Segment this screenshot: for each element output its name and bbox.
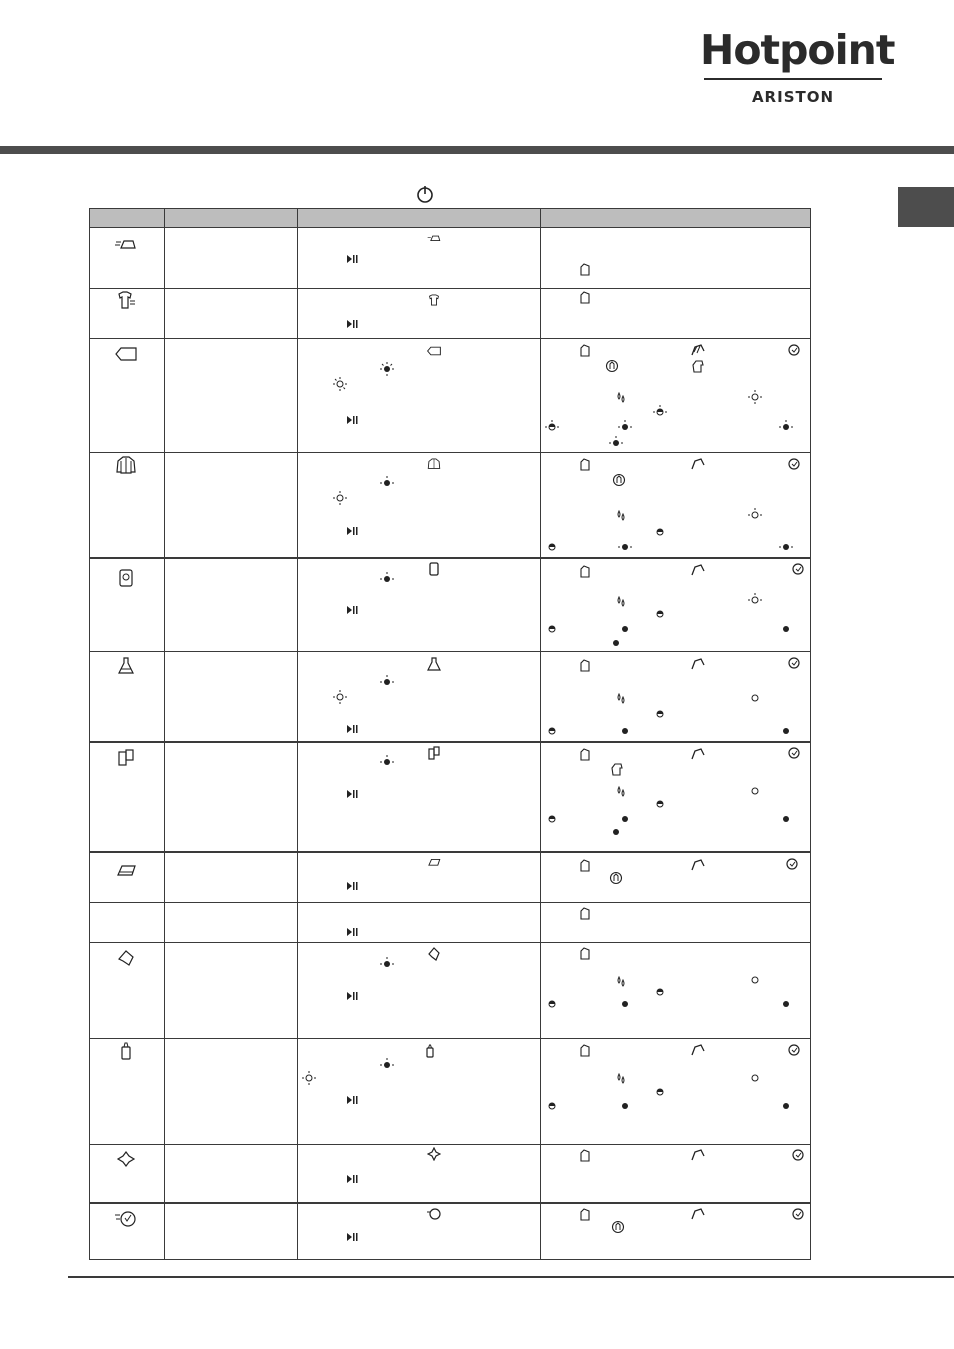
sun-full-icon — [609, 436, 623, 450]
row-divider — [90, 1038, 810, 1039]
cold-bulb-icon — [302, 1071, 316, 1085]
timer-icon — [791, 562, 805, 576]
bag-cylinder-icon — [427, 562, 441, 576]
sun-icon — [748, 784, 762, 798]
anti-crease-icon — [609, 871, 623, 885]
sun-half-icon — [653, 607, 667, 621]
timer-icon — [785, 857, 799, 871]
quick-timer-icon — [427, 1207, 441, 1221]
tumble-sign-icon — [578, 1149, 592, 1163]
baby-bottle-icon — [115, 1042, 137, 1060]
header-band — [0, 146, 954, 154]
sun-half-icon — [545, 420, 559, 434]
sun-full-icon — [380, 476, 394, 490]
tumble-sign-icon — [578, 458, 592, 472]
row-divider — [90, 1202, 810, 1204]
sun-full-icon — [618, 812, 632, 826]
footer-rule — [68, 1276, 954, 1278]
tumble-sign-icon — [578, 659, 592, 673]
start-pause-icon — [345, 925, 359, 939]
sun-half-icon — [545, 540, 559, 554]
anti-crease-icon — [611, 1220, 625, 1234]
cold-bulb-icon — [333, 690, 347, 704]
sun-half-icon — [653, 797, 667, 811]
tumble-sign-icon — [578, 1208, 592, 1222]
dryness-icon — [691, 858, 705, 872]
tumble-sign-icon — [578, 565, 592, 579]
sun-icon — [748, 508, 762, 522]
brand-name: Hotpoint — [700, 26, 895, 74]
table-header — [90, 209, 810, 228]
tumble-sign-icon — [578, 263, 592, 277]
feather-icon — [115, 1150, 137, 1168]
sun-half-icon — [545, 812, 559, 826]
column-divider — [164, 209, 165, 1259]
language-tab — [898, 187, 954, 227]
anti-crease-icon — [605, 359, 619, 373]
drop-icon — [614, 390, 628, 404]
start-pause-icon — [345, 722, 359, 736]
row-divider — [90, 452, 810, 453]
standard-label-icon — [115, 345, 137, 363]
sun-half-icon — [545, 622, 559, 636]
dryness-icon — [691, 747, 705, 761]
sun-icon — [748, 1071, 762, 1085]
row-divider — [90, 651, 810, 652]
anti-crease-icon — [691, 359, 705, 373]
start-pause-icon — [345, 1172, 359, 1186]
sun-half-icon — [653, 405, 667, 419]
cold-bulb-icon — [333, 377, 347, 391]
sun-full-icon — [779, 812, 793, 826]
drop-icon — [614, 508, 628, 522]
wool-icon — [115, 861, 137, 879]
start-pause-icon — [345, 524, 359, 538]
sun-icon — [748, 390, 762, 404]
sun-half-icon — [653, 707, 667, 721]
timer-icon — [791, 1148, 805, 1162]
wool-icon — [427, 855, 441, 869]
standard-label-icon — [427, 344, 441, 358]
anti-crease-icon — [612, 473, 626, 487]
start-pause-icon — [345, 1093, 359, 1107]
tumble-sign-icon — [578, 344, 592, 358]
handkerchief-icon — [115, 949, 137, 967]
sun-icon — [748, 691, 762, 705]
sun-full-icon — [779, 540, 793, 554]
row-divider — [90, 902, 810, 903]
dryness-icon — [691, 1043, 705, 1057]
timer-icon — [787, 656, 801, 670]
shirts-icon — [115, 291, 137, 309]
dryness-icon — [691, 343, 705, 357]
start-pause-icon — [345, 1230, 359, 1244]
timer-icon — [787, 343, 801, 357]
sun-full-icon — [779, 724, 793, 738]
timer-icon — [787, 457, 801, 471]
column-divider — [297, 209, 298, 1259]
sun-icon — [748, 593, 762, 607]
row-divider — [90, 741, 810, 743]
drop-icon — [614, 1071, 628, 1085]
sun-full-icon — [380, 1058, 394, 1072]
column-divider — [540, 209, 541, 1259]
sun-half-icon — [545, 1099, 559, 1113]
cold-bulb-icon — [333, 491, 347, 505]
timer-icon — [787, 1043, 801, 1057]
drop-icon — [614, 691, 628, 705]
sun-full-icon — [609, 636, 623, 650]
row-divider — [90, 851, 810, 853]
feather-icon — [427, 1147, 441, 1161]
sun-half-icon — [545, 724, 559, 738]
sun-full-icon — [618, 997, 632, 1011]
brand-logo — [700, 26, 895, 110]
sun-full-icon — [779, 420, 793, 434]
drop-icon — [614, 594, 628, 608]
tumble-sign-icon — [578, 748, 592, 762]
sun-full-icon — [779, 1099, 793, 1113]
easy-iron-icon — [427, 231, 441, 245]
sun-full-icon — [380, 572, 394, 586]
easy-iron-icon — [115, 235, 137, 253]
sun-full-icon — [779, 622, 793, 636]
start-pause-icon — [345, 317, 359, 331]
dryness-icon — [691, 1207, 705, 1221]
dryness-icon — [691, 657, 705, 671]
row-divider — [90, 288, 810, 289]
bag-cylinder-icon — [115, 569, 137, 587]
tumble-sign-icon — [578, 907, 592, 921]
dryness-icon — [691, 457, 705, 471]
anti-crease-icon — [610, 762, 624, 776]
timer-icon — [791, 1207, 805, 1221]
sun-full-icon — [779, 997, 793, 1011]
start-pause-icon — [345, 989, 359, 1003]
sun-full-icon — [380, 755, 394, 769]
tumble-sign-icon — [578, 859, 592, 873]
flask-icon — [115, 657, 137, 675]
tumble-sign-icon — [578, 291, 592, 305]
sun-half-icon — [653, 525, 667, 539]
towel-icon — [115, 749, 137, 767]
quick-timer-icon — [115, 1209, 137, 1227]
logo-rule — [704, 78, 882, 80]
dryness-icon — [691, 1148, 705, 1162]
drop-icon — [614, 974, 628, 988]
start-pause-icon — [345, 252, 359, 266]
sun-icon — [748, 973, 762, 987]
dryness-icon — [691, 563, 705, 577]
sun-full-icon — [380, 675, 394, 689]
start-pause-icon — [345, 787, 359, 801]
drop-icon — [614, 784, 628, 798]
brand-subtitle: ARISTON — [751, 88, 835, 106]
sun-full-icon — [618, 622, 632, 636]
baby-bottle-icon — [423, 1044, 437, 1058]
row-divider — [90, 942, 810, 943]
tumble-sign-icon — [578, 1044, 592, 1058]
handkerchief-icon — [427, 947, 441, 961]
row-divider — [90, 1144, 810, 1145]
row-divider — [90, 338, 810, 339]
timer-icon — [787, 746, 801, 760]
start-pause-icon — [345, 879, 359, 893]
jackets-icon — [115, 456, 137, 474]
sun-half-icon — [545, 997, 559, 1011]
sun-full-icon — [380, 362, 394, 376]
sun-full-icon — [618, 1099, 632, 1113]
jackets-icon — [427, 457, 441, 471]
row-divider — [90, 557, 810, 559]
towel-icon — [427, 746, 441, 760]
tumble-sign-icon — [578, 947, 592, 961]
shirts-icon — [427, 293, 441, 307]
sun-full-icon — [618, 420, 632, 434]
sun-full-icon — [380, 957, 394, 971]
flask-icon — [427, 657, 441, 671]
sun-half-icon — [653, 1085, 667, 1099]
start-pause-icon — [345, 603, 359, 617]
power-icon — [416, 185, 434, 203]
start-pause-icon — [345, 413, 359, 427]
sun-half-icon — [653, 985, 667, 999]
programme-table — [89, 208, 811, 1260]
sun-full-icon — [618, 724, 632, 738]
sun-full-icon — [618, 540, 632, 554]
sun-full-icon — [609, 825, 623, 839]
